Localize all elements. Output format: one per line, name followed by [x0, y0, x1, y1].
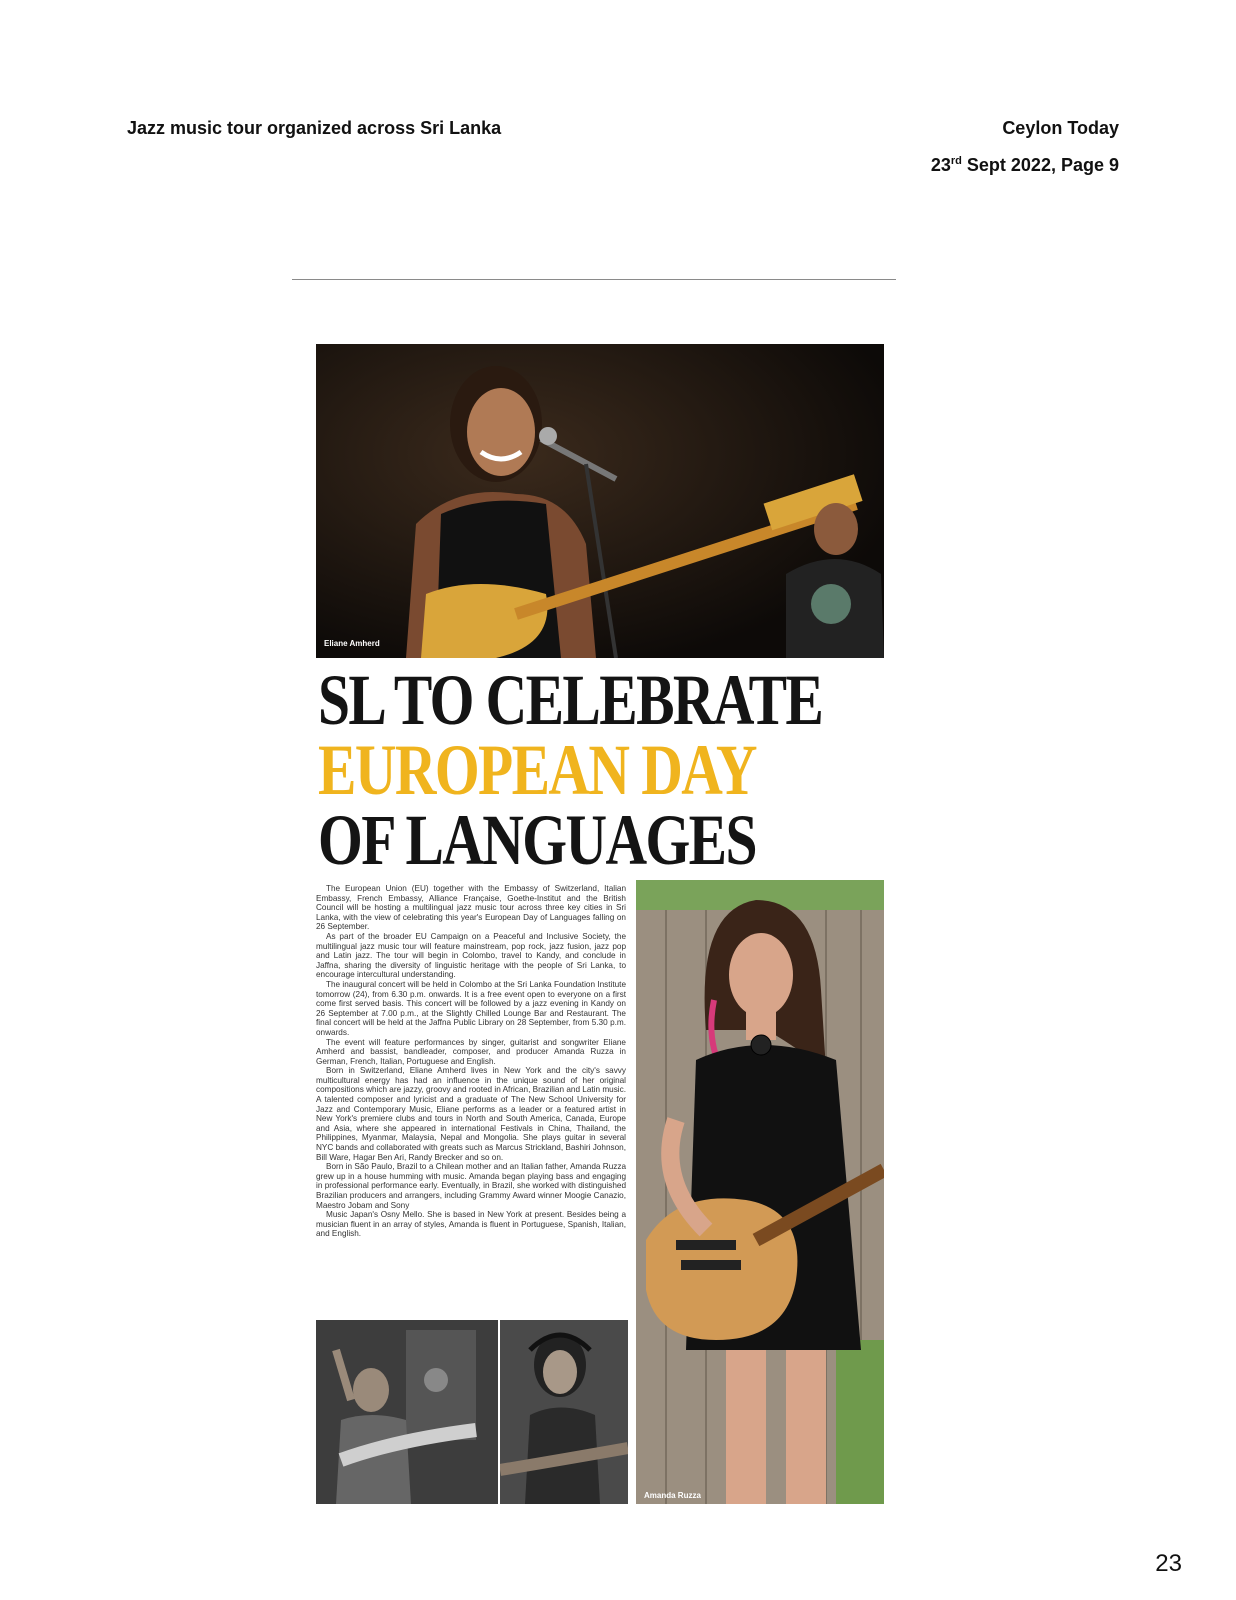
- paragraph: Music Japan's Osny Mello. She is based in New York at present. Besides being a musician fluent in an array of styles, Amanda is fluent in Portuguese, Spanish, Italian, and English.: [316, 1210, 626, 1239]
- photo-studio-bassist: [500, 1320, 628, 1504]
- header-divider: [292, 279, 896, 280]
- headline: [318, 660, 878, 880]
- headline-line-3: OF LANGUAGES: [318, 800, 756, 880]
- caption-amanda: Amanda Ruzza: [644, 1491, 701, 1500]
- date-day: 23: [930, 155, 951, 175]
- paragraph: Born in São Paulo, Brazil to a Chilean mother and an Italian father, Amanda Ruzza grew up in a house humming with music. Amanda began playing bass and engaging in professional performance early. Eventually, in Brazil, she worked with distinguished Brazilian producers and arrangers, including Grammy Award winner Moogie Canazio, Maestro Jobam and Sony: [316, 1162, 626, 1210]
- paragraph: The event will feature performances by singer, guitarist and songwriter Eliane Amherd and bassist, bandleader, composer, and producer Amanda Ruzza in German, French, Italian, Portuguese and English.: [316, 1037, 626, 1066]
- newspaper-clipping: [316, 344, 884, 1504]
- headline-line-2: EUROPEAN DAY: [318, 730, 756, 810]
- photo-studio-guitarist: [316, 1320, 498, 1504]
- publication-name: Ceylon Today: [1002, 118, 1119, 138]
- date-suffix: rd: [950, 155, 962, 167]
- photo-amanda-ruzza: [636, 880, 884, 1504]
- paragraph: The European Union (EU) together with the Embassy of Switzerland, Italian Embassy, French Embassy, Alliance Française, Goethe-Institut and the British Council will be hosting a multilingual jazz music tour across three key cities in Sri Lanka, with the view of celebrating this year's European Day of Languages falling on 26 September.: [316, 884, 626, 932]
- page-number: 23: [1155, 1550, 1182, 1577]
- publication-date: [931, 155, 1119, 176]
- article-body: [316, 884, 626, 1239]
- caption-eliane: Eliane Amherd: [324, 639, 380, 648]
- paragraph: As part of the broader EU Campaign on a Peaceful and Inclusive Society, the multilingual jazz music tour will feature mainstream, pop rock, jazz fusion, jazz pop and Latin jazz. The tour will begin in Colombo, travel to Kandy, and conclude in Jaffna, sharing the diversity of linguistic heritage with the people of Sri Lanka, to encourage intercultural understanding.: [316, 931, 626, 980]
- headline-line-1: SL TO CELEBRATE: [318, 660, 823, 740]
- date-rest: Sept 2022, Page 9: [961, 155, 1119, 175]
- photo-eliane-amherd: [316, 344, 884, 658]
- paragraph: The inaugural concert will be held in Colombo at the Sri Lanka Foundation Institute tomorrow (24), from 6.30 p.m. onwards. It is a free event open to everyone on a first come first served basis. This concert will be followed by a jazz evening in Kandy on 26 September at 7.00 p.m., at the Slightly Chilled Lounge Bar and Restaurant. The final concert will be held at the Jaffna Public Library on 28 September, from 5.30 p.m. onwards.: [316, 979, 626, 1037]
- paragraph: Born in Switzerland, Eliane Amherd lives in New York and the city's savvy multicultural energy has had an influence in the unique sound of her original compositions which are jazzy, groovy and rooted in African, Brazilian and Latin music. A talented composer and lyricist and a graduate of The New School University for Jazz and Contemporary Music, Eliane performs as a leader or a featured artist in New York's premiere clubs and tours in North and South America, Canada, Europe and Asia, where she appeared in international Festivals in China, Thailand, the Philippines, Myanmar, Malaysia, Nepal and Mongolia. She plays guitar in several NYC bands and collaborated with greats such as Marcus Strickland, Bashiri Johnson, Bill Ware, Hagar Ben Ari, Randy Brecker and so on.: [316, 1066, 626, 1162]
- document-title: Jazz music tour organized across Sri Lanka: [127, 118, 502, 138]
